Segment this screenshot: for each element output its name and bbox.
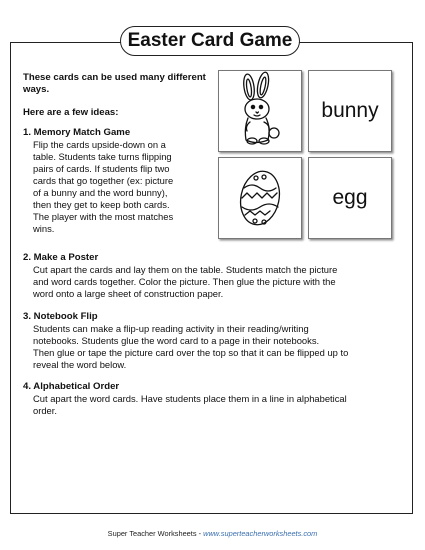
egg-word-card <box>308 157 392 239</box>
footer-site-name: Super Teacher Worksheets <box>107 529 197 538</box>
egg-picture-card <box>218 157 302 239</box>
footer-separator: - <box>196 529 204 538</box>
footer-url-link[interactable]: www.superteacherworksheets.com <box>203 529 318 538</box>
egg-word: egg <box>332 186 368 209</box>
section-title-notebook-flip: 3. Notebook Flip <box>23 311 98 322</box>
bunny-word: bunny <box>321 99 379 122</box>
section-body-notebook-flip: Students can make a flip-up reading activity in their reading/writing notebooks. Students glue the word card to a page in their notebooks. Then glue or tape the picture card over the top so that it can be flipped up to reveal the word below. <box>33 323 349 370</box>
footer <box>0 529 425 538</box>
section-body-alphabetical-order: Cut apart the word cards. Have students place them in a line in alphabetical order. <box>33 393 347 416</box>
section-body-make-poster: Cut apart the cards and lay them on the table. Students match the picture and word cards together. Color the picture. Then glue the picture with the word onto a large sheet of construction paper. <box>33 264 338 299</box>
bunny-icon <box>219 71 301 151</box>
ideas-heading: Here are a few ideas: <box>23 107 119 118</box>
section-title-make-poster: 2. Make a Poster <box>23 252 99 263</box>
intro-text: These cards can be used many different ways. <box>23 72 206 95</box>
section-title-alphabetical-order: 4. Alphabetical Order <box>23 381 120 392</box>
section-title-memory-match: 1. Memory Match Game <box>23 127 131 138</box>
page-title: Easter Card Game <box>120 26 300 56</box>
bunny-picture-card <box>218 70 302 152</box>
easter-egg-icon <box>219 158 301 238</box>
bunny-word-card <box>308 70 392 152</box>
section-body-memory-match: Flip the cards upside-down on a table. Students take turns flipping pairs of cards. If students flip two cards that go together (ex: picture of a bunny and the word bunny), then they get to keep both cards. The player with the most matches wins. <box>33 139 174 234</box>
